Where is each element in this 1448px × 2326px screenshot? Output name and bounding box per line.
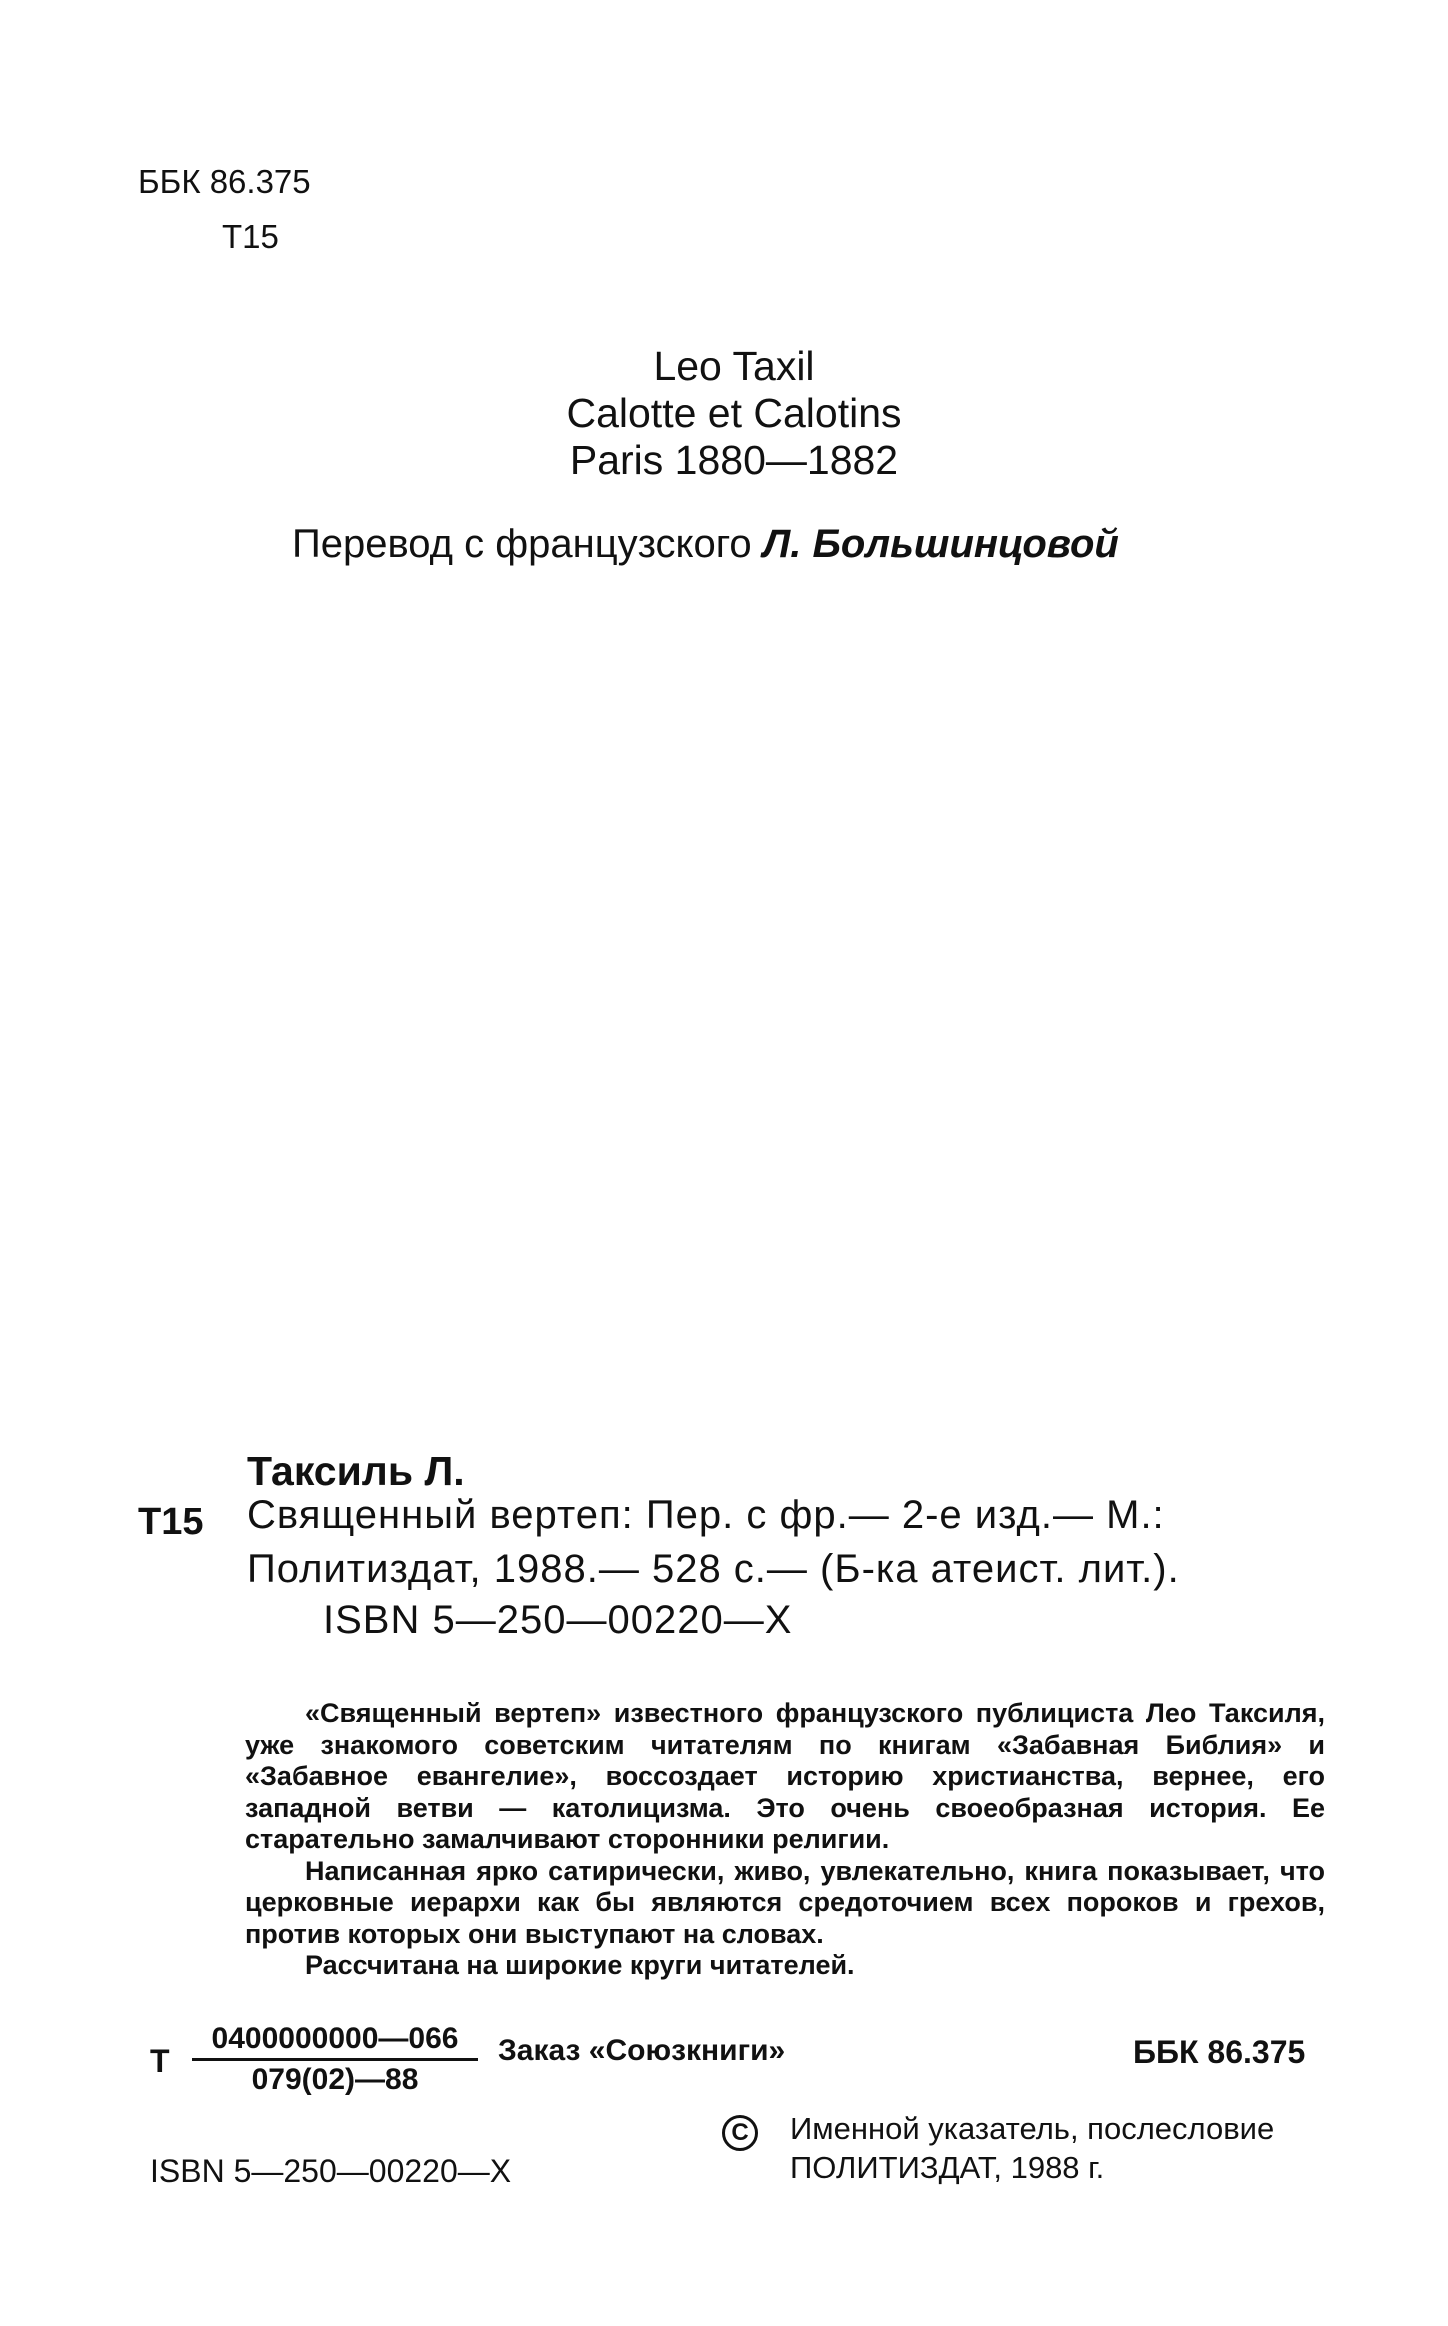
bbk-code-bottom: ББК 86.375	[1133, 2034, 1306, 2070]
translator-name: Л. Большинцовой	[762, 522, 1119, 566]
pricing-letter: Т	[150, 2043, 170, 2079]
pricing-code-denominator: 079(02)—88	[251, 2063, 419, 2096]
pricing-code-fraction	[190, 2022, 480, 2097]
card-description-line2: Политиздат, 1988.— 528 с.— (Б-ка атеист. лит.).	[247, 1547, 1180, 1591]
order-info: Заказ «Союзкниги»	[498, 2034, 786, 2067]
translation-credit	[292, 522, 1119, 567]
bbk-code-top: ББК 86.375	[138, 163, 311, 200]
copyright-icon	[722, 2115, 758, 2151]
author-index-top: Т15	[222, 218, 279, 255]
copyright-line1: Именной указатель, послесловие	[790, 2111, 1275, 2146]
isbn-bottom: ISBN 5—250—00220—X	[150, 2153, 512, 2189]
pricing-code-numerator: 0400000000—066	[211, 2022, 459, 2055]
annotation-paragraph: «Священный вертеп» известного французского публициста Лео Таксиля, уже знакомого советским читателям по книгам «Забавная Библия» и «Забавное евангелие», воссоздает историю христианства, вернее, его западной ветви — католицизма. Это очень своеобразная история. Ее старательно замалчивают сторонники религии.	[245, 1698, 1325, 1854]
copyright-symbol: C	[731, 2119, 749, 2146]
copyright-line2: ПОЛИТИЗДАТ, 1988 г.	[790, 2150, 1105, 2185]
annotation-paragraph: Написанная ярко сатирически, живо, увлекательно, книга показывает, что церковные иерархи как бы являются средоточием всех пороков и грехов, против которых они выступают на словах.	[245, 1855, 1325, 1949]
card-description-line1: Священный вертеп: Пер. с фр.— 2-е изд.— М.:	[247, 1493, 1165, 1537]
annotation	[245, 1698, 1325, 1982]
original-title: Calotte et Calotins	[566, 390, 902, 436]
card-author: Таксиль Л.	[247, 1448, 465, 1494]
card-index: Т15	[138, 1501, 204, 1543]
card-isbn: ISBN 5—250—00220—X	[323, 1598, 793, 1642]
annotation-paragraph: Рассчитана на широкие круги читателей.	[305, 1950, 855, 1980]
translation-prefix: Перевод с французского	[292, 522, 752, 566]
original-place-years: Paris 1880—1882	[569, 437, 899, 483]
original-author: Leo Taxil	[653, 343, 815, 389]
